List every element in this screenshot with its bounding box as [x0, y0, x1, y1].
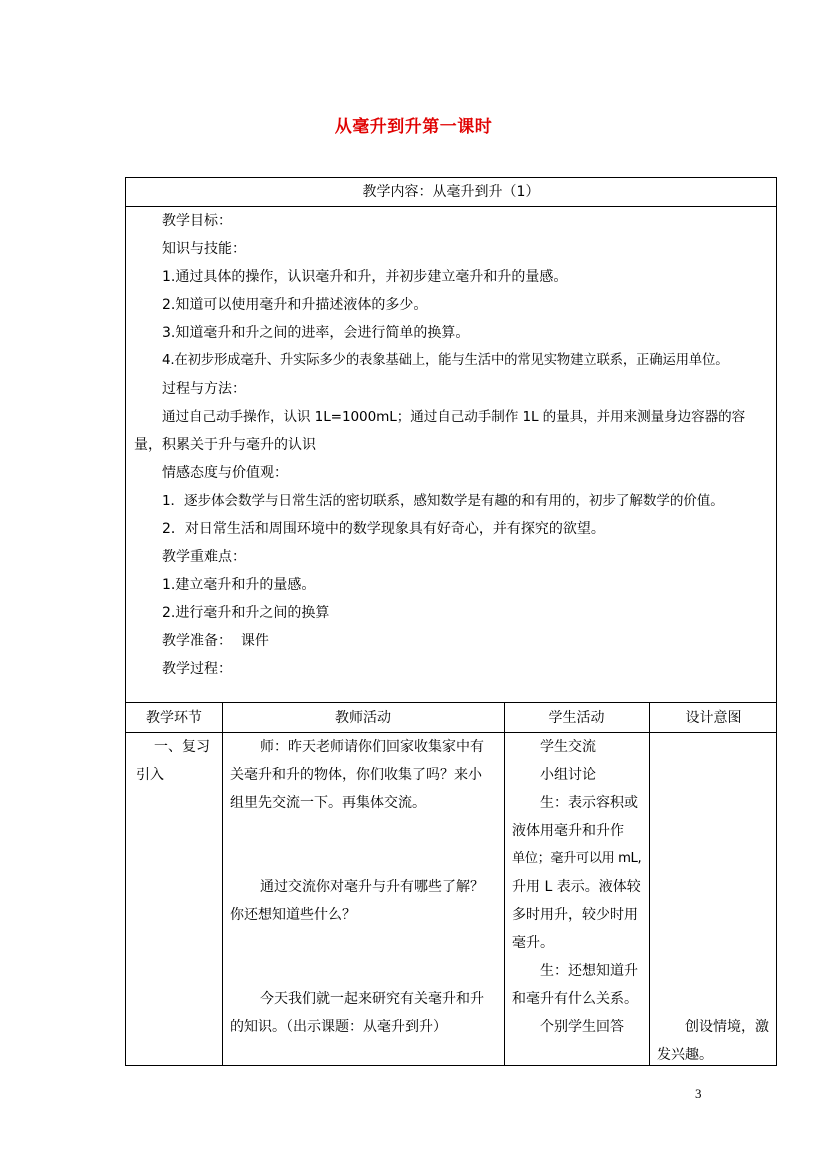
attitude-heading: 情感态度与价值观： — [162, 465, 288, 481]
header-teacher: 教师活动 — [335, 710, 391, 726]
teacher-line — [230, 817, 502, 845]
overview-body — [126, 207, 776, 683]
teacher-line: 通过交流你对毫升与升有哪些了解？ — [260, 879, 484, 895]
student-line: 毫升。 — [512, 935, 554, 951]
header-intent: 设计意图 — [685, 710, 742, 726]
teacher-line: 关毫升和升的物体，你们收集了吗？来小 — [230, 767, 482, 783]
teacher-line — [230, 957, 502, 985]
page-number: 3 — [695, 1086, 702, 1101]
objective-item: 2.知道可以使用毫升和升描述液体的多少。 — [162, 297, 428, 313]
teacher-line: 师：昨天老师请你们回家收集家中有 — [260, 739, 484, 755]
intent-line: 发兴趣。 — [657, 1047, 713, 1063]
objective-item: 1.通过具体的操作，认识毫升和升，并初步建立毫升和升的量感。 — [162, 269, 568, 285]
stage-line: 一、复习 — [154, 739, 210, 755]
stage-cell — [136, 733, 220, 789]
stage-line: 引入 — [136, 767, 164, 783]
student-line: 生：表示容积或 — [540, 795, 638, 811]
intent-line: 创设情境，激 — [685, 1019, 769, 1035]
intent-cell — [657, 1013, 775, 1069]
teacher-line — [230, 929, 502, 957]
attitude-item: 2．对日常生活和周围环境中的数学现象具有好奇心，并有探究的欲望。 — [162, 521, 605, 537]
teacher-line — [230, 845, 502, 873]
keypoint-item: 2.进行毫升和升之间的换算 — [162, 605, 330, 621]
document-title: 从毫升到升第一课时 — [334, 117, 493, 137]
attitude-item: 1．逐步体会数学与日常生活的密切联系，感知数学是有趣的和有用的，初步了解数学的价值。 — [162, 493, 724, 509]
objective-item: 4.在初步形成毫升、升实际多少的表象基础上，能与生活中的常见实物建立联系，正确运用单位。 — [162, 353, 729, 368]
header-stage: 教学环节 — [146, 710, 202, 726]
column-divider — [649, 703, 650, 1065]
table-header-row — [126, 703, 776, 733]
teacher-line: 你还想知道些什么？ — [230, 907, 356, 923]
column-divider — [504, 703, 505, 1065]
objective-item: 3.知道毫升和升之间的进率，会进行简单的换算。 — [162, 325, 470, 341]
keypoints-heading: 教学重难点： — [162, 549, 246, 565]
student-line: 小组讨论 — [540, 767, 596, 783]
teacher-cell — [230, 733, 502, 1041]
lesson-table — [125, 703, 777, 1066]
teacher-line: 的知识。（出示课题：从毫升到升） — [230, 1019, 447, 1035]
process-label: 教学过程： — [162, 661, 232, 677]
lesson-overview — [125, 177, 777, 703]
teacher-line: 今天我们就一起来研究有关毫升和升 — [260, 991, 484, 1007]
student-line: 学生交流 — [540, 739, 596, 755]
content-header: 教学内容：从毫升到升（1） — [126, 178, 776, 207]
process-text-cont: 量，积累关于升与毫升的认识 — [134, 437, 316, 453]
student-line: 升用 L 表示。液体较 — [512, 879, 641, 895]
process-text: 通过自己动手操作，认识 1L=1000mL；通过自己动手制作 1L 的量具，并用来测量身边容器的容 — [162, 409, 746, 425]
student-cell — [512, 733, 648, 1041]
column-divider — [222, 703, 223, 1065]
student-line: 多时用升，较少时用 — [512, 907, 638, 923]
process-heading: 过程与方法： — [162, 381, 246, 397]
keypoint-item: 1.建立毫升和升的量感。 — [162, 577, 316, 593]
student-line: 液体用毫升和升作 — [512, 823, 624, 839]
student-line: 生：还想知道升 — [540, 963, 638, 979]
teacher-line: 组里先交流一下。再集体交流。 — [230, 795, 426, 811]
student-line: 单位；毫升可以用 mL, — [512, 851, 642, 866]
knowledge-heading: 知识与技能： — [162, 241, 246, 257]
preparation: 教学准备： 课件 — [162, 633, 269, 649]
student-line: 和毫升有什么关系。 — [512, 991, 638, 1007]
student-line: 个别学生回答 — [540, 1019, 624, 1035]
objectives-heading: 教学目标： — [162, 213, 232, 229]
header-student: 学生活动 — [548, 710, 605, 726]
